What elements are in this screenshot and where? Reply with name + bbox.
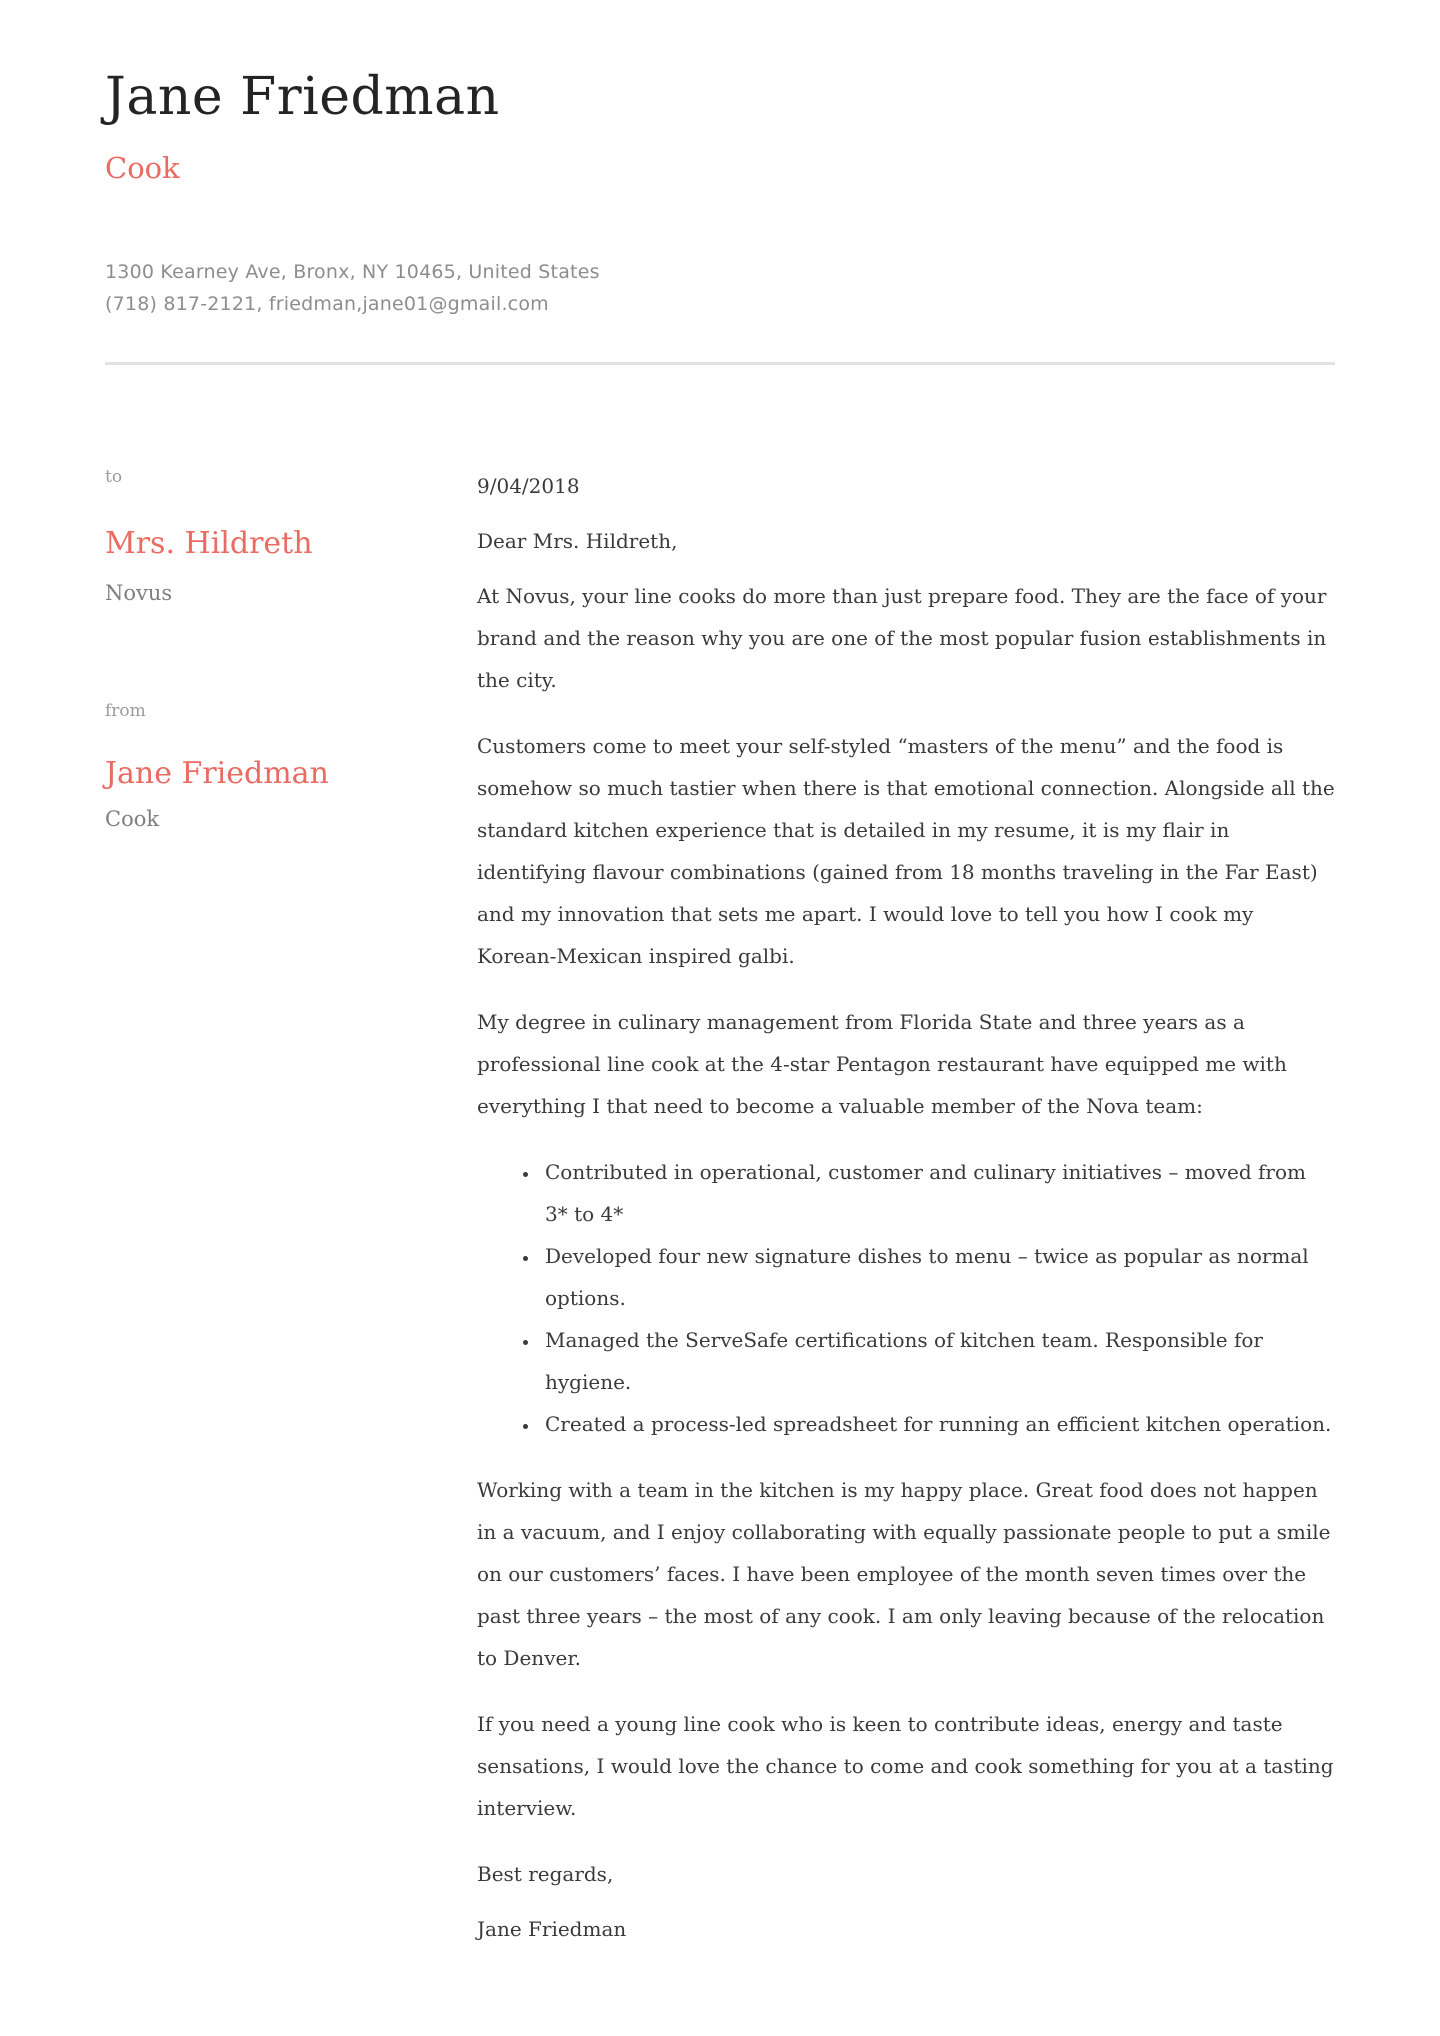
sender-name: Jane Friedman bbox=[105, 756, 329, 791]
job-title: Cook bbox=[105, 151, 180, 185]
recipient-company: Novus bbox=[105, 581, 173, 605]
header-divider bbox=[105, 362, 1335, 365]
signature: Jane Friedman bbox=[477, 1917, 627, 1941]
paragraph: If you need a young line cook who is keen to contribute ideas, energy and taste sensations, I would love the chance to come and cook something for you at a tasting interview. bbox=[477, 1712, 1334, 1820]
contact-phone-email: (718) 817-2121, friedman,jane01@gmail.com bbox=[105, 293, 549, 315]
salutation: Dear Mrs. Hildreth, bbox=[477, 529, 678, 553]
contact-address: 1300 Kearney Ave, Bronx, NY 10465, United States bbox=[105, 261, 600, 283]
achievements-list bbox=[477, 1151, 1335, 1445]
letter-content bbox=[105, 465, 1335, 1950]
letter-date: 9/04/2018 bbox=[477, 474, 580, 498]
sender-title: Cook bbox=[105, 807, 160, 831]
to-label: to bbox=[105, 467, 123, 487]
list-item: • Managed the ServeSafe certifications of kitchen team. Responsible for hygiene. bbox=[539, 1319, 1335, 1403]
letter-body bbox=[477, 465, 1335, 1950]
from-label: from bbox=[105, 701, 146, 721]
list-item: • Developed four new signature dishes to menu – twice as popular as normal options. bbox=[539, 1235, 1335, 1319]
closing: Best regards, bbox=[477, 1862, 614, 1886]
paragraph: At Novus, your line cooks do more than just prepare food. They are the face of your brand and the reason why you are one of the most popular fusion establishments in the city. bbox=[477, 584, 1327, 692]
list-item: • Contributed in operational, customer and culinary initiatives – moved from 3* to 4* bbox=[539, 1151, 1335, 1235]
page-title: Jane Friedman bbox=[105, 67, 500, 127]
list-item: • Created a process-led spreadsheet for running an efficient kitchen operation. bbox=[539, 1403, 1335, 1445]
paragraph: Customers come to meet your self-styled “masters of the menu” and the food is somehow so much tastier when there is that emotional connection. Alongside all the standard kitchen experience that is detailed in my resume, it is my flair in identifying flavour combinations (gained from 18 months traveling in the Far East) and my innovation that sets me apart. I would love to tell you how I cook my Korean-Mexican inspired galbi. bbox=[477, 734, 1335, 968]
recipient-name: Mrs. Hildreth bbox=[105, 526, 313, 561]
letter-header bbox=[105, 0, 1335, 320]
paragraph: Working with a team in the kitchen is my happy place. Great food does not happen in a vacuum, and I enjoy collaborating with equally passionate people to put a smile on our customers’ faces. I have been employee of the month seven times over the past three years – the most of any cook. I am only leaving because of the relocation to Denver. bbox=[477, 1478, 1331, 1670]
paragraph: My degree in culinary management from Florida State and three years as a professional line cook at the 4-star Pentagon restaurant have equipped me with everything I that need to become a valuable member of the Nova team: bbox=[477, 1010, 1287, 1118]
letter-meta-sidebar bbox=[105, 465, 477, 833]
contact-info bbox=[105, 256, 1335, 320]
